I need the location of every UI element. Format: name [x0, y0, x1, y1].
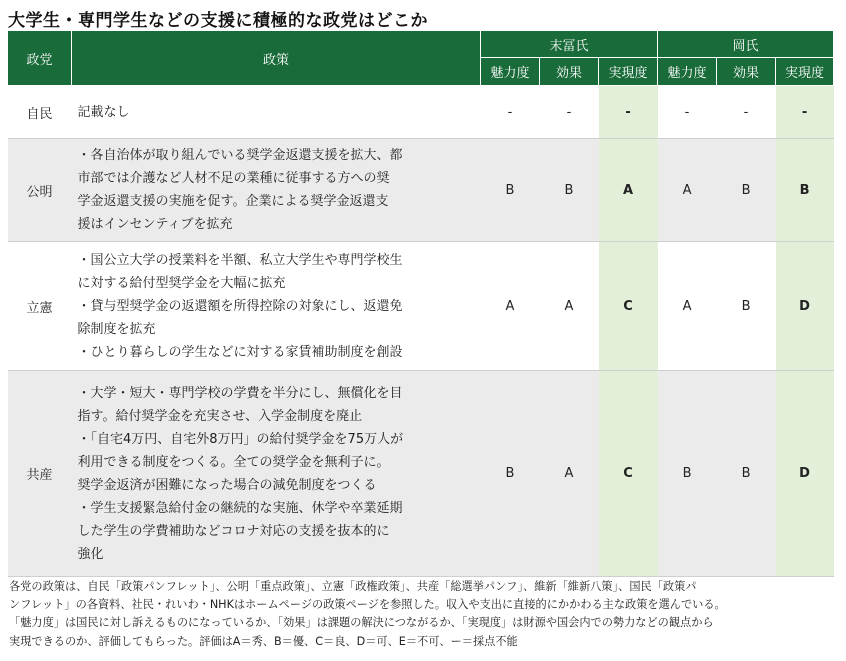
policy-line: ・各自治体が取り組んでいる奨学金返還支援を拡大、都 — [77, 148, 403, 163]
score-cell-feasibility: D — [776, 242, 834, 371]
table-row — [8, 139, 834, 242]
policy-text — [72, 371, 481, 577]
score-cell: A — [481, 242, 540, 371]
score-cell: B — [481, 139, 540, 242]
score-cell: A — [540, 371, 599, 577]
header-effect-1: 効果 — [540, 58, 599, 86]
policy-line: ・学生支援緊急給付金の継続的な実施、休学や卒業延期 — [77, 500, 403, 516]
policy-line: ・国公立大学の授業料を半額、私立大学生や専門学校生 — [77, 252, 403, 268]
policy-line: 指す。給付奨学金を充実させ、入学金制度を廃止 — [77, 408, 363, 424]
policy-table — [7, 30, 834, 577]
header-evaluator-1: 末冨氏 — [481, 31, 658, 58]
table-row — [8, 242, 834, 371]
footnote-line: 「魅力度」は国民に対し訴えるものになっているか、「効果」は課題の解決につながるか、「実現度」は財源や国会内での勢力などの観点から — [9, 616, 714, 630]
score-cell: B — [540, 139, 599, 242]
policy-line: 市部では介護など人材不足の業種に従事する方への奨 — [77, 171, 390, 186]
policy-line: ・ひとり暮らしの学生などに対する家賃補助制度を創設 — [77, 344, 403, 360]
score-cell: B — [658, 371, 717, 577]
footnote-line: 各党の政策は、自民「政策パンフレット」、公明「重点政策」、立憲「政権政策」、共産「総選挙パンフ」、維新「維新八策」、国民「政策パ — [9, 580, 697, 593]
header-attractiveness-2: 魅力度 — [658, 58, 717, 86]
policy-line: ・「自宅4万円、自宅外8万円」の給付奨学金を75万人が — [77, 431, 404, 447]
score-cell: B — [717, 139, 776, 242]
header-feasibility-1: 実現度 — [599, 58, 658, 86]
score-cell-feasibility: C — [599, 242, 658, 371]
score-cell-feasibility: C — [599, 371, 658, 577]
score-cell: B — [717, 242, 776, 371]
table-row — [8, 371, 834, 577]
score-cell: A — [540, 242, 599, 371]
score-cell-feasibility: D — [776, 371, 834, 577]
policy-line: 利用できる制度をつくる。全ての奨学金を無利子に。 — [77, 454, 390, 470]
policy-text — [72, 242, 481, 371]
table-row — [8, 86, 834, 139]
score-cell: - — [717, 86, 776, 139]
policy-text — [72, 86, 481, 139]
policy-line: ・大学・短大・専門学校の学費を半分にし、無償化を目 — [77, 385, 403, 401]
policy-line: ・貸与型奨学金の返還額を所得控除の対象にし、返還免 — [77, 298, 403, 314]
policy-line: に対する給付型奨学金を大幅に拡充 — [77, 275, 286, 291]
header-feasibility-2: 実現度 — [776, 58, 834, 86]
header-evaluator-2: 岡氏 — [658, 31, 834, 58]
score-cell-feasibility: A — [599, 139, 658, 242]
score-cell-feasibility: B — [776, 139, 834, 242]
policy-line: 援はインセンティブを拡充 — [77, 217, 233, 232]
header-effect-2: 効果 — [717, 58, 776, 86]
header-policy: 政策 — [72, 31, 481, 86]
party-name: 公明 — [8, 139, 72, 242]
score-cell: - — [481, 86, 540, 139]
policy-line: 学金返還支援の実施を促す。企業による奨学金返還支 — [77, 194, 389, 209]
score-cell-feasibility: - — [776, 86, 834, 139]
policy-line: した学生の学費補助などコロナ対応の支援を抜本的に — [77, 523, 390, 539]
score-cell: A — [658, 242, 717, 371]
policy-line: 強化 — [77, 546, 104, 562]
policy-line: 記載なし — [77, 104, 130, 120]
page-title: 大学生・専門学生などの支援に積極的な政党はどこか — [8, 11, 428, 31]
score-cell: - — [658, 86, 717, 139]
policy-text — [72, 139, 481, 242]
footnote-line: ンフレット」の各資料、社民・れいわ・NHKはホームページの政策ページを参照した。収入や支出に直接的にかかわる主な政策を選んでいる。 — [9, 598, 726, 612]
party-name: 立憲 — [8, 242, 72, 371]
header-party: 政党 — [8, 31, 72, 86]
footnote-line: 実現できるのか、評価してもらった。評価はA＝秀、B＝優、C＝良、D＝可、E＝不可、ー＝採点不能 — [9, 634, 518, 648]
score-cell: - — [540, 86, 599, 139]
score-cell-feasibility: - — [599, 86, 658, 139]
footnote — [9, 578, 839, 651]
party-name: 共産 — [8, 371, 72, 577]
header-attractiveness-1: 魅力度 — [481, 58, 540, 86]
policy-line: 除制度を拡充 — [77, 321, 156, 337]
score-cell: A — [658, 139, 717, 242]
policy-line: 奨学金返済が困難になった場合の減免制度をつくる — [77, 477, 377, 493]
score-cell: B — [717, 371, 776, 577]
party-name: 自民 — [8, 86, 72, 139]
score-cell: B — [481, 371, 540, 577]
